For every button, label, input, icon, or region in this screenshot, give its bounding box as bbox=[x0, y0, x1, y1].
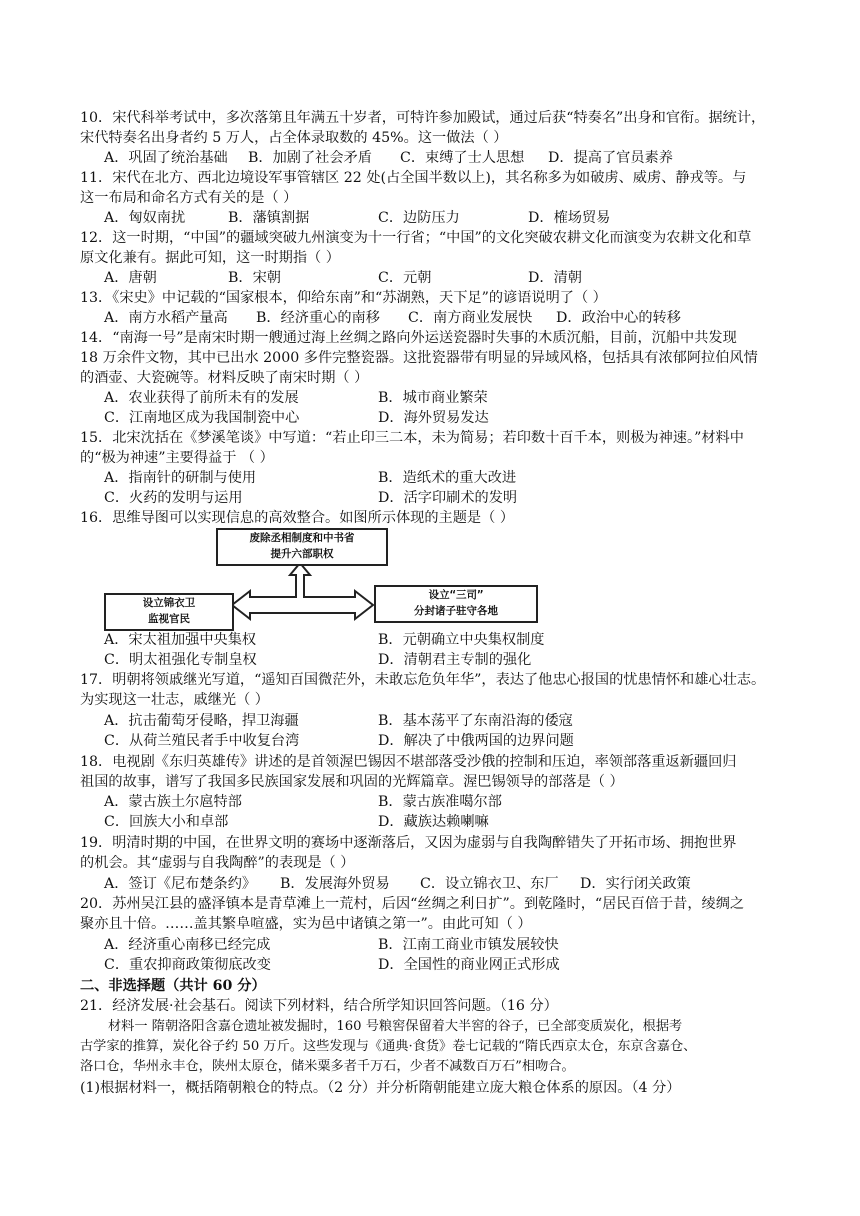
q20-option-a[interactable]: A．经济重心南移已经完成 bbox=[104, 937, 271, 953]
q18-option-a[interactable]: A．蒙古族土尔扈特部 bbox=[104, 794, 242, 810]
diagram-right-line-2: 分封诸子驻守各地 bbox=[414, 605, 498, 617]
q10-option-a[interactable]: A．巩固了统治基础 bbox=[104, 150, 228, 166]
q20-option-d[interactable]: D．全国性的商业网正式形成 bbox=[378, 957, 560, 973]
q14-stem-1: 14．“南海一号”是南宋时期一艘通过海上丝绸之路向外运送瓷器时失事的木质沉船，目前，沉船中共发现 bbox=[80, 330, 737, 346]
q21-material-3: 洛口仓，华州永丰仓，陕州太原仓，储米粟多者千万石，少者不减数百万石”相吻合。 bbox=[80, 1059, 575, 1074]
q17-stem-1: 17．明朝将领戚继光写道，“遥知百国微茫外，未敢忘危负年华”，表达了他忠心报国的忧患情怀和雄心壮志。 bbox=[80, 672, 766, 688]
q19-option-b[interactable]: B．发展海外贸易 bbox=[280, 876, 390, 892]
q11-option-d[interactable]: D．榷场贸易 bbox=[528, 210, 611, 226]
q11-stem-1: 11．宋代在北方、西北边境设军事管辖区 22 处(占全国半数以上)，其名称多为如破虏、威虏、静戎等。与 bbox=[80, 170, 747, 186]
q18-stem-1: 18．电视剧《东归英雄传》讲述的是首领渥巴锡因不堪部落受沙俄的控制和压迫，率领部落重返新疆回归 bbox=[80, 754, 737, 770]
q15-stem-2: 的“极为神速”主要得益于 （ ） bbox=[80, 450, 274, 466]
q14-option-a[interactable]: A．农业获得了前所未有的发展 bbox=[104, 390, 299, 406]
q19-option-c[interactable]: C．设立锦衣卫、东厂 bbox=[420, 876, 559, 892]
q16-option-d[interactable]: D．清朝君主专制的强化 bbox=[378, 652, 532, 668]
diagram-left-line-1: 设立锦衣卫 bbox=[142, 597, 196, 609]
q21-stem-1: 21．经济发展·社会基石。阅读下列材料，结合所学知识回答问题。（16 分） bbox=[80, 998, 558, 1014]
q19-stem-2: 的机会。其“虚弱与自我陶醉”的表现是（ ） bbox=[80, 855, 355, 871]
q11-option-a[interactable]: A．匈奴南扰 bbox=[104, 210, 186, 226]
q13-option-d[interactable]: D．政治中心的转移 bbox=[556, 310, 681, 326]
q15-option-d[interactable]: D．活字印刷术的发明 bbox=[378, 490, 518, 506]
q21-material-1: 材料一 隋朝洛阳含嘉仓遗址被发掘时，160 号粮窖保留着大半窖的谷子，已全部变质炭化，根据考 bbox=[108, 1019, 683, 1034]
q17-option-c[interactable]: C．从荷兰殖民者手中收复台湾 bbox=[104, 733, 300, 749]
q11-option-b[interactable]: B．藩镇割据 bbox=[228, 210, 310, 226]
q12-option-a[interactable]: A．唐朝 bbox=[104, 270, 157, 286]
q20-option-c[interactable]: C．重农抑商政策彻底改变 bbox=[104, 957, 271, 973]
q14-option-d[interactable]: D．海外贸易发达 bbox=[378, 410, 489, 426]
q10-option-c[interactable]: C．束缚了士人思想 bbox=[400, 150, 525, 166]
q16-option-c[interactable]: C．明太祖强化专制皇权 bbox=[104, 652, 257, 668]
diagram-top-line-1: 废除丞相制度和中书省 bbox=[249, 532, 355, 544]
q18-option-b[interactable]: B．蒙古族准噶尔部 bbox=[378, 794, 502, 810]
q16-option-a[interactable]: A．宋太祖加强中央集权 bbox=[104, 632, 257, 648]
q16-option-b[interactable]: B．元朝确立中央集权制度 bbox=[378, 632, 545, 648]
q18-option-d[interactable]: D．藏族达赖喇嘛 bbox=[378, 814, 489, 830]
q12-option-d[interactable]: D．清朝 bbox=[528, 270, 582, 286]
q20-option-b[interactable]: B．江南工商业市镇发展较快 bbox=[378, 937, 559, 953]
q20-stem-1: 20．苏州吴江县的盛泽镇本是青草滩上一荒村，后因“丝绸之利日扩”。到乾隆时，“居民百倍于昔，绫绸之 bbox=[80, 896, 745, 912]
q11-stem-2: 这一布局和命名方式有关的是（ ） bbox=[80, 190, 298, 206]
q13-option-c[interactable]: C．南方商业发展快 bbox=[408, 310, 533, 326]
q15-option-c[interactable]: C．火药的发明与运用 bbox=[104, 490, 243, 506]
section2-heading: 二、非选择题（共计 60 分） bbox=[80, 978, 266, 994]
q14-option-b[interactable]: B．城市商业繁荣 bbox=[378, 390, 488, 406]
q17-option-b[interactable]: B．基本荡平了东南沿海的倭寇 bbox=[378, 713, 573, 729]
q18-stem-2: 祖国的故事，谱写了我国多民族国家发展和巩固的光辉篇章。渥巴锡领导的部落是（ ） bbox=[80, 774, 624, 790]
q17-option-d[interactable]: D．解决了中俄两国的边界问题 bbox=[378, 733, 574, 749]
q17-stem-2: 为实现这一壮志，戚继光（ ） bbox=[80, 692, 269, 708]
q15-stem-1: 15．北宋沈括在《梦溪笔谈》中写道：“若止印三二本，未为简易；若印数十百千本，则极为神速。”材料中 bbox=[80, 430, 744, 446]
diagram-box-top bbox=[216, 528, 388, 566]
q18-option-c[interactable]: C．回族大小和卓部 bbox=[104, 814, 229, 830]
q19-option-d[interactable]: D．实行闭关政策 bbox=[580, 876, 691, 892]
q10-option-b[interactable]: B．加剧了社会矛盾 bbox=[248, 150, 372, 166]
diagram-top-line-2: 提升六部职权 bbox=[270, 548, 334, 560]
q21-question-1: (1)根据材料一，概括隋朝粮仓的特点。（2 分）并分析隋朝能建立庞大粮仓体系的原因。（4 分） bbox=[80, 1080, 681, 1096]
q16-stem-1: 16．思维导图可以实现信息的高效整合。如图所示体现的主题是（ ） bbox=[80, 510, 515, 526]
q14-stem-3: 的酒壶、大瓷碗等。材料反映了南宋时期（ ） bbox=[80, 370, 369, 386]
diagram-box-right bbox=[374, 585, 538, 623]
q14-option-c[interactable]: C．江南地区成为我国制瓷中心 bbox=[104, 410, 300, 426]
q12-stem-1: 12．这一时期，“中国”的疆域突破九州演变为十一行省；“中国”的文化突破农耕文化而演变为农耕文化和草 bbox=[80, 230, 752, 246]
q17-option-a[interactable]: A．抗击葡萄牙侵略，捍卫海疆 bbox=[104, 713, 299, 729]
q15-option-b[interactable]: B．造纸术的重大改进 bbox=[378, 470, 517, 486]
q12-option-b[interactable]: B．宋朝 bbox=[228, 270, 281, 286]
diagram-left-line-2: 监视官民 bbox=[148, 613, 190, 625]
diagram-box-left bbox=[104, 593, 234, 631]
q20-stem-2: 聚亦且十倍。……盖其繁阜喧盛，实为邑中诸镇之第一”。由此可知（ ） bbox=[80, 916, 532, 932]
q19-stem-1: 19．明清时期的中国，在世界文明的赛场中逐渐落后，又因为虚弱与自我陶醉错失了开拓市场、拥抱世界 bbox=[80, 835, 737, 851]
cross-arrow-shape bbox=[232, 563, 373, 619]
q12-stem-2: 原文化兼有。据此可知，这一时期指（ ） bbox=[80, 250, 340, 266]
q11-option-c[interactable]: C．边防压力 bbox=[378, 210, 460, 226]
q15-option-a[interactable]: A．指南针的研制与使用 bbox=[104, 470, 257, 486]
q10-stem-2: 宋代特奏名出身者约 5 万人，占全体录取数的 45%。这一做法（ ） bbox=[80, 130, 508, 146]
q19-option-a[interactable]: A．签订《尼布楚条约》 bbox=[104, 876, 257, 892]
q13-option-b[interactable]: B．经济重心的南移 bbox=[256, 310, 380, 326]
q12-option-c[interactable]: C．元朝 bbox=[378, 270, 432, 286]
q21-material-2: 古学家的推算，炭化谷子约 50 万斤。这些发现与《通典·食货》卷七记载的“隋氏西京太仓，东京含嘉仓、 bbox=[80, 1039, 697, 1054]
q14-stem-2: 18 万余件文物，其中已出水 2000 多件完整瓷器。这批瓷器带有明显的异域风格，包括具有浓郁阿拉伯风情 bbox=[80, 350, 758, 366]
q13-option-a[interactable]: A．南方水稻产量高 bbox=[104, 310, 228, 326]
q10-option-d[interactable]: D．提高了官员素养 bbox=[548, 150, 673, 166]
q10-stem-1: 10．宋代科举考试中，多次落第且年满五十岁者，可特许参加殿试，通过后获“特奏名”出身和官衔。据统计， bbox=[80, 110, 766, 126]
q13-stem-1: 13．《宋史》中记载的“国家根本，仰给东南”和“苏湖熟，天下足”的谚语说明了（ ） bbox=[80, 290, 607, 306]
diagram-right-line-1: 设立“三司” bbox=[428, 589, 484, 601]
